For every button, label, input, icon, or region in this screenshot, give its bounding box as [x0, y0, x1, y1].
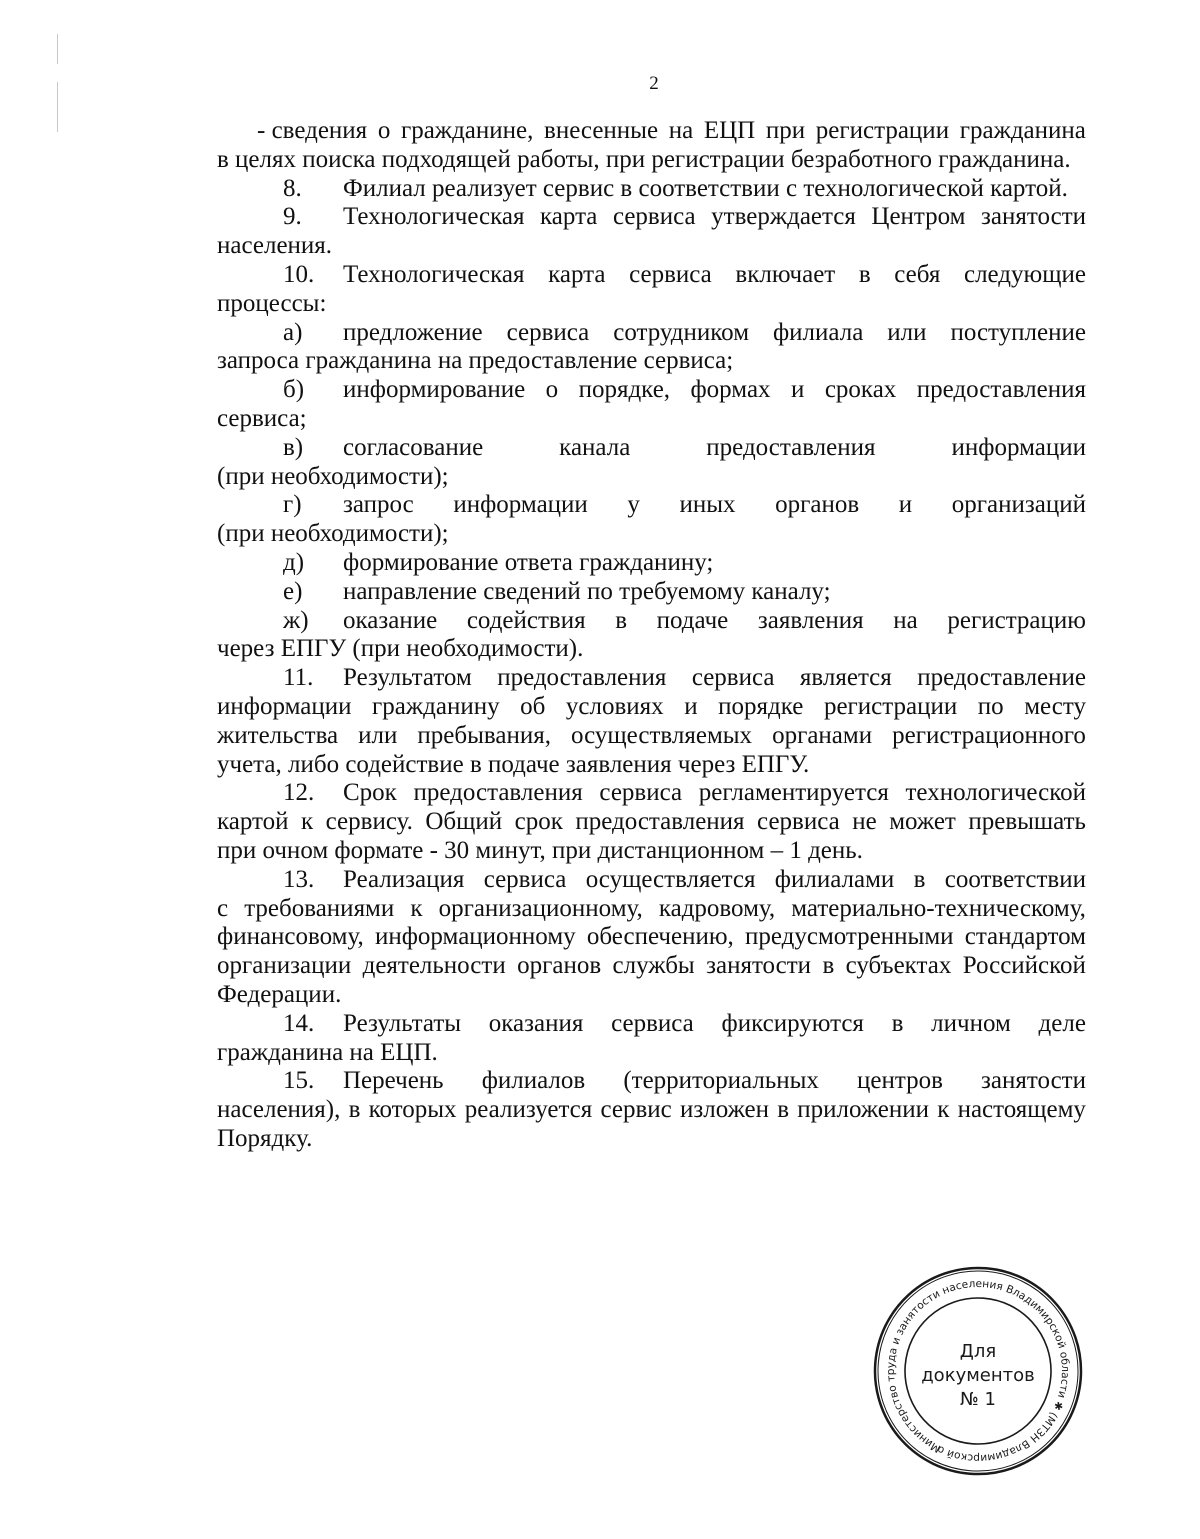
word: порядке, — [578, 376, 671, 404]
item-text: Филиал реализует сервис в соответствии с технологической картой. — [343, 174, 1068, 202]
word: согласование — [343, 433, 484, 461]
list-item-line — [217, 434, 1086, 463]
item-lead — [283, 607, 437, 636]
word: и — [791, 376, 805, 404]
word: является — [799, 664, 892, 692]
word: содействия — [466, 606, 586, 634]
word: порядке — [718, 692, 804, 720]
word: осуществляемых — [571, 721, 753, 749]
item-number: 13. — [283, 865, 315, 893]
subitem-label: в) — [283, 433, 304, 461]
word: заявления — [757, 606, 864, 634]
word: соответствии — [944, 865, 1086, 893]
word: Результаты — [343, 1009, 462, 1037]
text-line — [217, 895, 1086, 924]
item-lead — [283, 319, 483, 348]
word: информационному — [374, 923, 576, 951]
list-item-line — [217, 549, 1086, 578]
word: карта — [540, 203, 598, 231]
word: регистрации — [815, 117, 950, 144]
word: осуществляется — [585, 865, 756, 893]
text-line — [217, 117, 1086, 146]
word: подаче — [656, 606, 729, 634]
word: сервису. — [325, 808, 413, 836]
word: требованиями — [244, 894, 395, 922]
list-item-line — [217, 203, 1086, 232]
word: регистрационного — [892, 721, 1086, 749]
word: информации — [453, 491, 588, 519]
word: обеспечению, — [586, 923, 734, 951]
text-line — [217, 808, 1086, 837]
word: предоставления — [413, 779, 583, 807]
text-line: (при необходимости); — [217, 520, 449, 548]
word: в — [348, 1096, 361, 1124]
word: канала — [559, 433, 631, 461]
word: сроках — [824, 376, 897, 404]
word: информации — [951, 433, 1086, 461]
word: не — [852, 808, 877, 836]
text-line — [217, 923, 1086, 952]
word: может — [889, 808, 956, 836]
word: и — [684, 692, 698, 720]
word: органов — [775, 491, 860, 519]
word: сервиса — [757, 808, 840, 836]
word: следующие — [963, 260, 1086, 288]
word: которых — [368, 1096, 457, 1124]
word: предоставления — [916, 376, 1086, 404]
item-number: 15. — [283, 1067, 315, 1095]
list-item-line — [217, 319, 1086, 348]
word: личном — [931, 1009, 1011, 1037]
word: ЕЦП — [703, 117, 756, 144]
item-number: 11. — [283, 664, 314, 692]
word: предоставление — [917, 664, 1086, 692]
word: занятости — [981, 203, 1086, 231]
item-lead — [283, 434, 483, 463]
item-lead — [283, 376, 525, 405]
word: о — [377, 117, 391, 144]
stamp-center-text: № 1 — [960, 1389, 996, 1410]
word: органами — [772, 721, 873, 749]
word: регламентируется — [698, 779, 889, 807]
list-item-line — [217, 1067, 1086, 1096]
word: гражданине, — [400, 117, 534, 144]
word: и — [898, 491, 913, 519]
item-text: направление сведений по требуемому каналу; — [343, 577, 831, 605]
word: регистрацию — [947, 606, 1086, 634]
word: Результатом — [343, 664, 472, 692]
word: - сведения — [257, 117, 368, 144]
word: филиалов — [481, 1067, 586, 1095]
subitem-label: ж) — [283, 606, 309, 634]
list-item-line — [217, 779, 1086, 808]
word: кадровому, — [658, 894, 776, 922]
word: информирование — [343, 376, 526, 404]
text-line: при очном формате - 30 минут, при дистанционном – 1 день. — [217, 836, 863, 864]
word: о — [545, 376, 559, 404]
word: занятости — [981, 1067, 1086, 1095]
list-item-line — [217, 491, 1086, 520]
document-body — [217, 117, 1086, 1154]
text-line — [217, 952, 1086, 981]
word: срок — [514, 808, 563, 836]
word: приложении — [797, 1096, 930, 1124]
word: настоящему — [957, 1096, 1086, 1124]
word: деятельности — [362, 952, 506, 980]
list-item-line — [217, 578, 1086, 607]
word: пребывания, — [417, 721, 551, 749]
text-line: процессы: — [217, 289, 327, 317]
word: гражданину — [372, 692, 500, 720]
text-line — [217, 693, 1086, 722]
word: сервиса — [599, 779, 683, 807]
word: к — [301, 808, 314, 836]
word: предусмотренными — [744, 923, 954, 951]
word: включает — [735, 260, 836, 288]
text-line: запроса гражданина на предоставление сервиса; — [217, 347, 734, 375]
word: Срок — [343, 779, 397, 807]
word: сотрудником — [613, 318, 750, 346]
text-line: Порядку. — [217, 1124, 313, 1152]
list-item-line — [217, 607, 1086, 636]
word: месту — [1024, 692, 1086, 720]
subitem-label: е) — [283, 577, 303, 605]
word: Перечень — [343, 1067, 444, 1095]
word: запрос — [343, 491, 414, 519]
scan-edge-mark — [57, 34, 58, 64]
word: в — [913, 865, 926, 893]
word: при — [765, 117, 806, 144]
item-lead — [283, 203, 525, 232]
text-line: сервиса; — [217, 404, 307, 432]
word: органов — [517, 952, 602, 980]
word: стандартом — [964, 923, 1086, 951]
item-lead — [283, 779, 397, 808]
page-number: 2 — [649, 73, 659, 94]
word: информации — [217, 692, 352, 720]
word: Российской — [962, 952, 1086, 980]
word: центров — [857, 1067, 943, 1095]
word: у — [627, 491, 640, 519]
word: карта — [548, 260, 606, 288]
list-item-line — [217, 664, 1086, 693]
word: населения), — [217, 1096, 341, 1124]
word: в — [858, 260, 871, 288]
subitem-label: г) — [283, 491, 302, 519]
word: филиала — [772, 318, 864, 346]
text-line — [217, 722, 1086, 751]
word: оказания — [488, 1009, 584, 1037]
word: Реализация — [343, 865, 465, 893]
word: к — [410, 894, 423, 922]
item-lead — [283, 261, 525, 290]
word: предоставления — [497, 664, 667, 692]
word: в — [777, 1096, 790, 1124]
word: Технологическая — [343, 260, 525, 288]
word: занятости — [706, 952, 812, 980]
word: (территориальных — [623, 1067, 819, 1095]
word: внесенные — [544, 117, 659, 144]
stamp-center-text: документов — [921, 1365, 1035, 1386]
word: сервиса — [506, 318, 590, 346]
word: себя — [894, 260, 941, 288]
word: утверждается — [711, 203, 856, 231]
item-text: формирование ответа гражданину; — [343, 548, 714, 576]
word: фиксируются — [721, 1009, 864, 1037]
item-number: 12. — [283, 779, 315, 807]
word: в — [822, 952, 835, 980]
text-line: гражданина на ЕЦП. — [217, 1038, 438, 1066]
word: предложение — [343, 318, 483, 346]
word: организаций — [951, 491, 1086, 519]
list-item-line — [217, 1010, 1086, 1039]
word: или — [358, 721, 398, 749]
word: сервиса — [691, 664, 775, 692]
word: с — [217, 894, 229, 922]
word: деле — [1038, 1009, 1086, 1037]
word: картой — [217, 808, 289, 836]
word: формах — [690, 376, 771, 404]
word: сервиса — [612, 203, 696, 231]
text-line: в целях поиска подходящей работы, при регистрации безработного гражданина. — [217, 145, 1071, 173]
word: на — [668, 117, 694, 144]
word: поступление — [950, 318, 1086, 346]
word: филиалами — [774, 865, 895, 893]
item-lead — [283, 866, 464, 895]
word: в — [615, 606, 628, 634]
word: сервиса — [611, 1009, 694, 1037]
word: реализуется — [464, 1096, 593, 1124]
word: организации — [217, 952, 352, 980]
word: регистрации — [823, 692, 958, 720]
word: оказание — [343, 606, 438, 634]
word: предоставления — [706, 433, 876, 461]
item-number: 8. — [283, 174, 302, 202]
word: службы — [612, 952, 695, 980]
stamp-center-text: Для — [959, 1341, 997, 1362]
word: сервиса — [483, 865, 567, 893]
text-line: учета, либо содействие в подаче заявления через ЕПГУ. — [217, 750, 810, 778]
word: превышать — [968, 808, 1086, 836]
item-lead — [283, 1010, 461, 1039]
word: сервис — [600, 1096, 672, 1124]
word: финансовому, — [217, 923, 364, 951]
word: или — [887, 318, 927, 346]
word: Технологическая — [343, 203, 525, 231]
stamp-ring-text: Министерство труда и занятости населения Владимирской области ✱ (МТЗН Владимирской области) — [884, 1277, 1072, 1465]
text-line — [217, 1096, 1086, 1125]
text-line: через ЕПГУ (при необходимости). — [217, 635, 584, 663]
text-line: населения. — [217, 232, 333, 260]
word: в — [891, 1009, 904, 1037]
list-item-line — [217, 376, 1086, 405]
official-stamp — [872, 1265, 1084, 1477]
list-item-line — [217, 261, 1086, 290]
word: Общий — [425, 808, 503, 836]
text-line: (при необходимости); — [217, 462, 449, 490]
word: сервиса — [629, 260, 712, 288]
item-lead — [283, 1067, 444, 1096]
word: иных — [679, 491, 736, 519]
word: на — [893, 606, 918, 634]
text-line: Федерации. — [217, 980, 342, 1008]
word: материально-техническому, — [791, 894, 1086, 922]
word: субъектах — [845, 952, 952, 980]
word: Центром — [871, 203, 966, 231]
subitem-label: д) — [283, 548, 305, 576]
word: изложен — [679, 1096, 769, 1124]
word: жительства — [217, 721, 339, 749]
item-number: 10. — [283, 260, 315, 288]
word: к — [937, 1096, 950, 1124]
list-item-line — [217, 866, 1086, 895]
list-item-line — [217, 175, 1086, 204]
word: условиях — [565, 692, 664, 720]
word: по — [977, 692, 1004, 720]
item-lead — [283, 491, 414, 520]
word: предоставления — [575, 808, 745, 836]
word: организационному, — [438, 894, 643, 922]
subitem-label: а) — [283, 318, 303, 346]
item-number: 9. — [283, 203, 302, 231]
word: об — [520, 692, 546, 720]
word: гражданина — [959, 117, 1086, 144]
item-number: 14. — [283, 1009, 315, 1037]
word: технологической — [905, 779, 1086, 807]
subitem-label: б) — [283, 376, 305, 404]
item-lead — [283, 664, 472, 693]
